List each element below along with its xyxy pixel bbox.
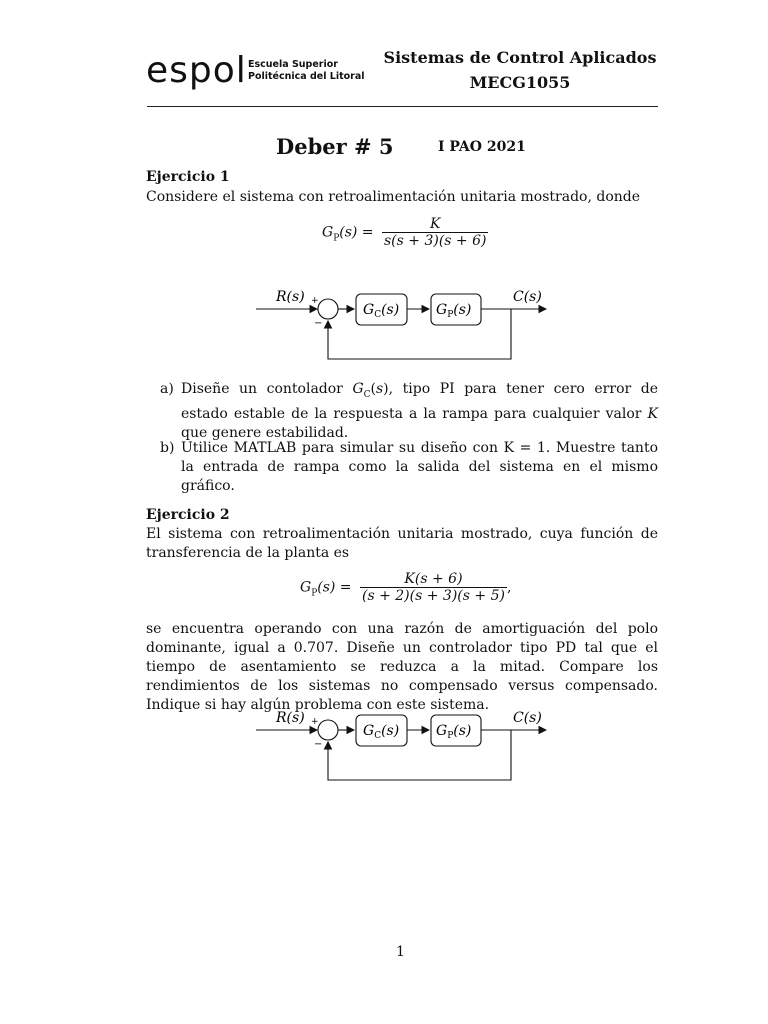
block-diagram-2 bbox=[250, 705, 560, 785]
plus-sign: + bbox=[311, 717, 319, 727]
input-label: R(s) bbox=[276, 289, 305, 305]
exercise-2-heading: Ejercicio 2 bbox=[146, 507, 230, 523]
exercise-1-equation: $G_P(s)$ = $\frac{K}{s(s + 3)(s + 6)}$ bbox=[322, 216, 487, 249]
logo-line-2: Politécnica del Litoral bbox=[248, 71, 365, 82]
output-label: C(s) bbox=[513, 289, 542, 305]
header-rule bbox=[147, 106, 658, 107]
eq1-numerator: K bbox=[382, 216, 488, 233]
exercise-2-equation: $G_P(s)$ = $\frac{K(s + 6)}{(s + 2)(s + 3)(s + 5)}$ , bbox=[300, 571, 512, 604]
block-diagram-1 bbox=[250, 284, 560, 364]
svg-text:GC(s): $G_C(s)$ bbox=[363, 723, 400, 741]
page-number: 1 bbox=[396, 944, 405, 960]
course-code: MECG1055 bbox=[469, 73, 571, 92]
course-name: Sistemas de Control Aplicados bbox=[383, 48, 657, 67]
input-label: R(s) bbox=[276, 710, 305, 726]
logo-subtitle bbox=[248, 59, 365, 83]
eq2-denominator: (s + 2)(s + 3)(s + 5) bbox=[362, 588, 505, 604]
exercise-1-heading: Ejercicio 1 bbox=[146, 169, 230, 185]
logo-line-1: Escuela Superior bbox=[248, 59, 338, 70]
exercise-1-item-b: b) Utilice MATLAB para simular su diseño con K = 1. Muestre tanto la entrada de rampa como la salida del sistema en el mismo gráfico. bbox=[160, 440, 658, 494]
eq2-numerator: K(s + 6) bbox=[360, 571, 507, 588]
exercise-1-intro: Considere el sistema con retroalimentación unitaria mostrado, donde bbox=[146, 189, 641, 205]
espol-logo: espol bbox=[146, 50, 247, 91]
output-label: C(s) bbox=[513, 710, 542, 726]
summing-junction bbox=[318, 299, 338, 319]
exercise-2-intro: El sistema con retroalimentación unitaria mostrado, cuya función de transferencia de la planta es bbox=[146, 526, 658, 561]
svg-text:GP(s): $G_P(s)$ bbox=[436, 302, 472, 320]
summing-junction bbox=[318, 720, 338, 740]
minus-sign: − bbox=[314, 739, 323, 750]
exercise-2-body: se encuentra operando con una razón de amortiguación del polo dominante, igual a 0.707. Diseñe un controlador tipo PD tal que el tiempo de asentamiento se reduzca a la mitad. Compare los rendimientos de los sistemas no compensado versus compensado. Indique si hay algún problema con este sistema. bbox=[146, 621, 658, 713]
eq1-denominator: s(s + 3)(s + 6) bbox=[384, 233, 487, 249]
minus-sign: − bbox=[314, 318, 323, 329]
plus-sign: + bbox=[311, 296, 319, 306]
term-label: I PAO 2021 bbox=[438, 139, 526, 155]
svg-text:GC(s): $G_C(s)$ bbox=[363, 302, 400, 320]
page-title: Deber # 5 bbox=[276, 134, 394, 159]
svg-text:GP(s): $G_P(s)$ bbox=[436, 723, 472, 741]
exercise-1-item-a: a) Diseñe un contolador $G_C(s)$, tipo PI para tener cero error de estado estable de la respuesta a la rampa para cualquier valor K que genere estabilidad. bbox=[160, 381, 658, 441]
